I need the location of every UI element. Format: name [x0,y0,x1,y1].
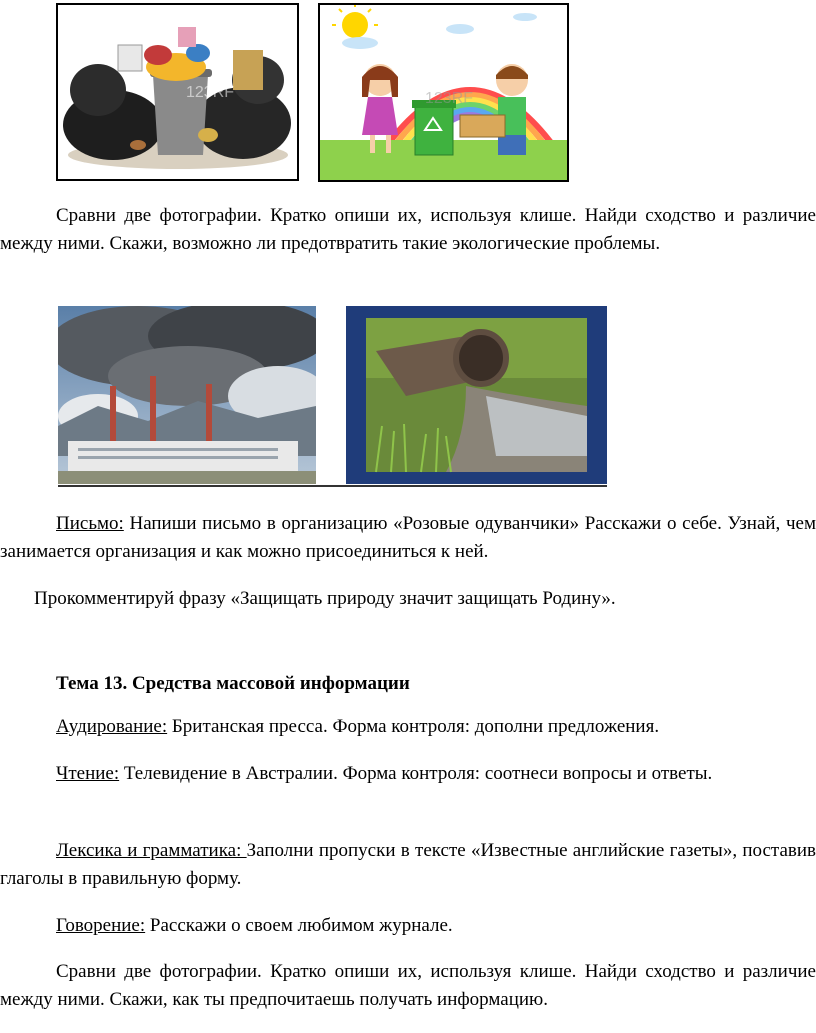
grammar-text: Заполни пропуски в тексте «Известные английские газеты», поставив глаголы в правильную форму. [0,840,816,889]
watermark-label: 123RF [186,84,235,101]
letter-text: Напиши письмо в организацию «Розовые одуванчики» Расскажи о себе. Узнай, чем занимается организация и как можно присоединиться к ней. [0,513,816,562]
kids-recycling-image [318,3,569,182]
topic-title: Тема 13. Средства массовой информации [56,673,410,694]
speaking-label: Говорение: [56,915,146,936]
speaking-text: Расскажи о своем любимом журнале. [145,915,453,936]
trash-pile-image [56,3,299,181]
compare-photos-paragraph-2: Сравни две фотографии. Кратко опиши их, используя клише. Найди сходство и различие между ними. Скажи, как ты предпочитаешь получать информацию. [0,961,816,1010]
comment-phrase-paragraph: Прокомментируй фразу «Защищать природу значит защищать Родину». [34,588,616,609]
grammar-task-paragraph [0,837,816,893]
drain-pipe-image [346,306,607,484]
letter-label: Письмо: [56,513,124,534]
listening-text: Британская пресса. Форма контроля: дополни предложения. [167,716,660,737]
compare-photos-paragraph-1: Сравни две фотографии. Кратко опиши их, используя клише. Найди сходство и различие между ними. Скажи, возможно ли предотвратить такие экологические проблемы. [0,205,816,254]
factory-smoke-image [58,306,316,484]
listening-task-paragraph [0,713,816,741]
reading-text: Телевидение в Австралии. Форма контроля: соотнеси вопросы и ответы. [119,763,713,784]
reading-task-paragraph [0,760,816,788]
watermark-label-2: 123RF [425,90,474,107]
letter-task-paragraph [0,510,816,566]
listening-label: Аудирование: [56,716,168,737]
reading-label: Чтение: [56,763,120,784]
speaking-task-paragraph [0,912,816,940]
grammar-label: Лексика и грамматика: [56,840,247,861]
image-divider-line [58,485,607,487]
